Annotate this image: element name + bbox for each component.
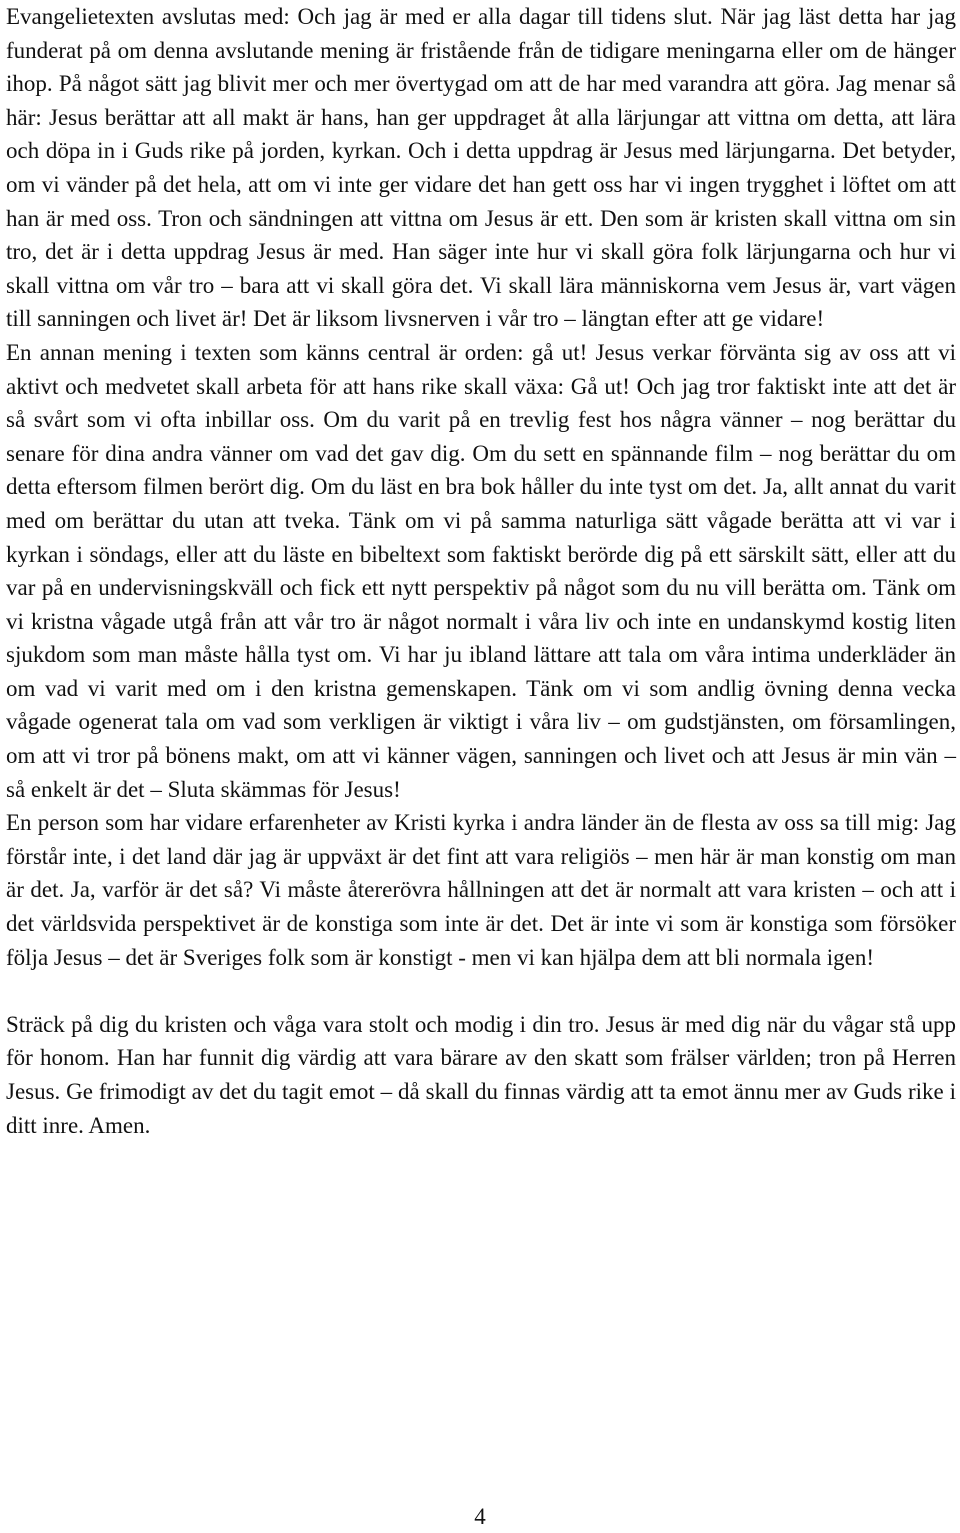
paragraph-1: Evangelietexten avslutas med: Och jag är med er alla dagar till tidens slut. När jag läst detta har jag funderat på om denna avslutande mening är fristående från de tidigare meningarna eller om de hänger ihop. På något sätt jag blivit mer och mer övertygad om att de har med varandra att göra. Jag menar så här: Jesus berättar att all makt är hans, han ger uppdraget åt alla lärjungar att vittna om detta, att lära och döpa in i Guds rike på jorden, kyrkan. Och i detta uppdrag är Jesus med lärjungarna. Det betyder, om vi vänder på det hela, att om vi inte ger vidare det han gett oss har vi ingen trygghet i löftet om att han är med oss. Tron och sändningen att vittna om Jesus är ett. Den som är kristen skall vittna om sin tro, det är i detta uppdrag Jesus är med. Han säger inte hur vi skall göra folk lärjungarna och hur vi skall vittna om vår tro – bara att vi skall göra det. Vi skall lära människorna vem Jesus är, vart vägen till sanningen och livet är! Det är liksom livsnerven i vår tro – längtan efter att ge vidare! <box>6 4 956 332</box>
paragraph-2: En annan mening i texten som känns central är orden: gå ut! Jesus verkar förvänta sig av oss att vi aktivt och medvetet skall arbeta för att hans rike skall växa: Gå ut! Och jag tror faktiskt inte att det är så svårt som vi ofta inbillar oss. Om du varit på en trevlig fest hos några vänner – nog berättar du senare för dina andra vänner om vad det gav dig. Om du sett en spännande film – nog berättar du om detta eftersom filmen berört dig. Om du läst en bra bok håller du inte tyst om det. Ja, allt annat du varit med om berättar du utan att tveka. Tänk om vi på samma naturliga sätt vågade berätta att vi var i kyrkan i söndags, eller att du läste en bibeltext som faktiskt berörde dig på ett särskilt sätt, eller att du var på en undervisningskväll och fick ett nytt perspektiv på något som du nu vill berätta om. Tänk om vi kristna vågade utgå från att vår tro är något normalt i våra liv och inte en undanskymd kostig liten sjukdom som man måste hålla tyst om. Vi har ju ibland lättare att tala om våra intima underkläder än om vad vi varit med om i den kristna gemenskapen. Tänk om vi som andlig övning denna vecka vågade ogenerat tala om vad som verkligen är viktigt i våra liv – om gudstjänsten, om församlingen, om att vi tror på bönens makt, om att vi känner vägen, sanningen och livet och att Jesus är min vän – så enkelt är det – Sluta skämmas för Jesus! <box>6 339 956 802</box>
paragraph-3: En person som har vidare erfarenheter av Kristi kyrka i andra länder än de flesta av oss sa till mig: Jag förstår inte, i det land där jag är uppväxt är det fint att vara religiös – men här är man konstig om man är det. Ja, varför är det så? Vi måste återerövra hållningen att det är normalt att vara kristen – och att i det världsvida perspektivet är de konstiga som inte är det. Det är inte vi som är konstiga som försöker följa Jesus – det är Sveriges folk som är konstigt - men vi kan hjälpa dem att bli normala igen! <box>6 810 956 970</box>
paragraph-4: Sträck på dig du kristen och våga vara stolt och modig i din tro. Jesus är med dig när du vågar stå upp för honom. Han har funnit dig värdig att vara bärare av den skatt som frälser världen; tron på Herren Jesus. Ge frimodigt av det du tagit emot – då skall du finnas värdig att ta emot ännu mer av Guds rike i ditt inre. Amen. <box>6 1011 956 1138</box>
body-text <box>6 0 956 1142</box>
page-number: 4 <box>474 1504 486 1529</box>
